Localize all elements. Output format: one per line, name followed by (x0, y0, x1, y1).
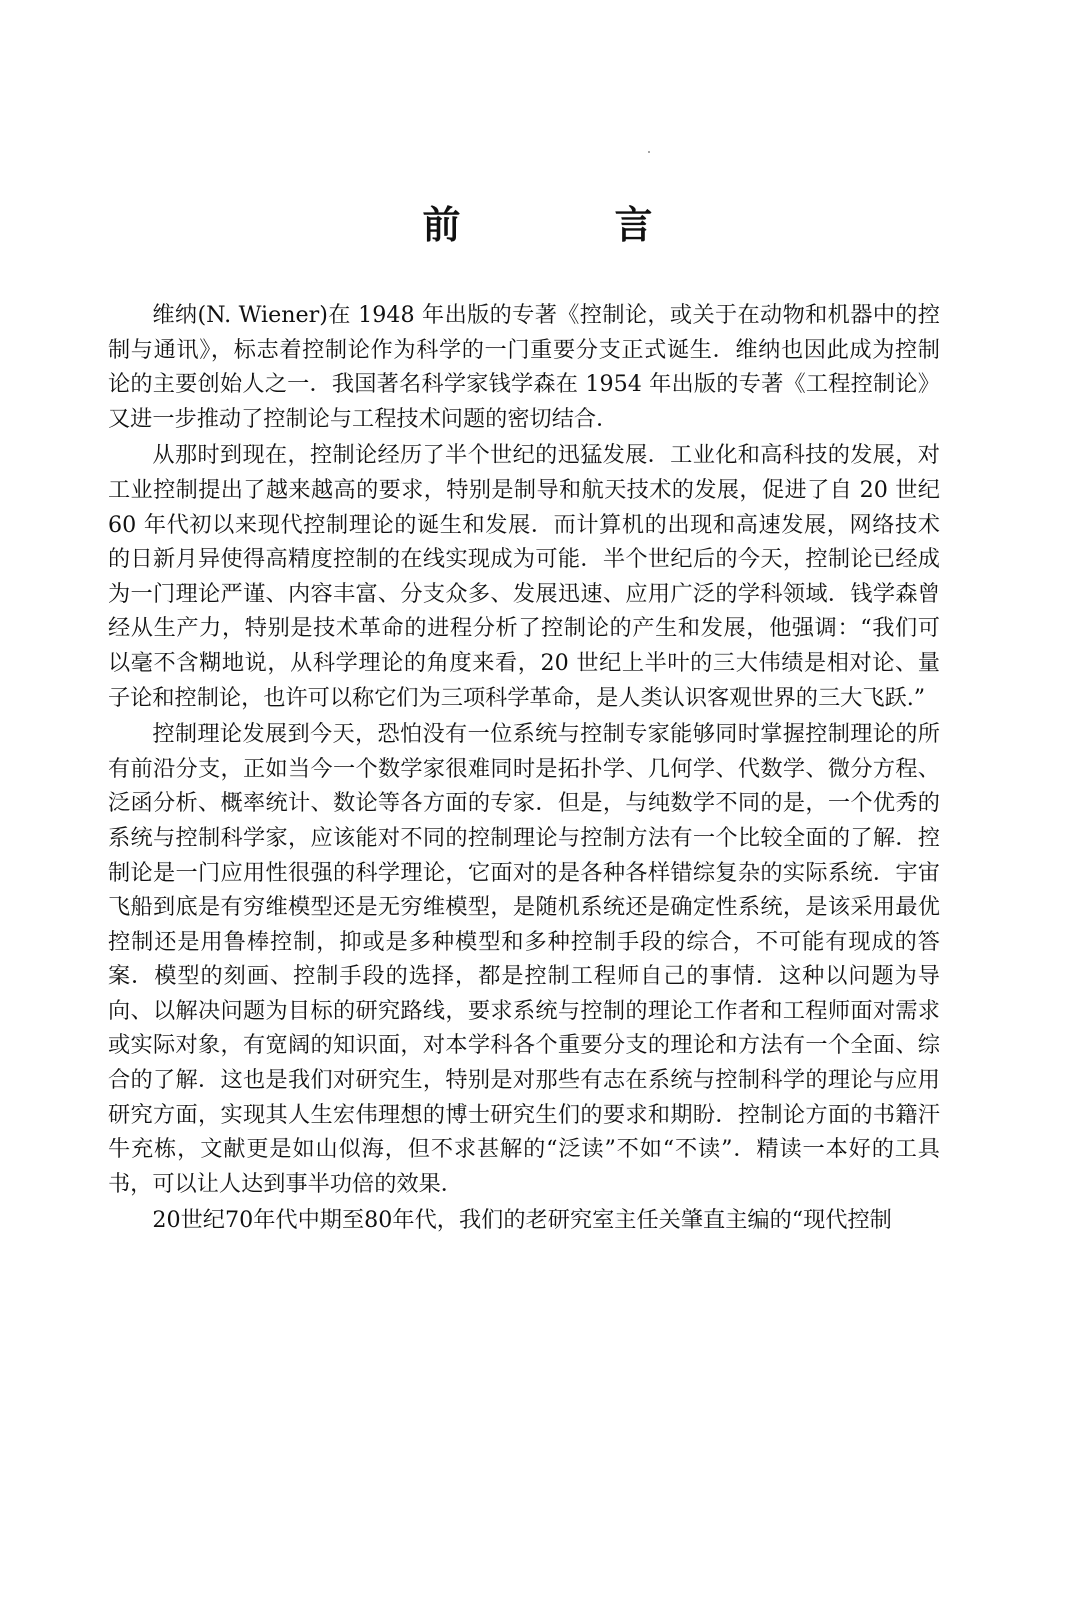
page-title: 前 言 (422, 203, 711, 247)
paragraph-3: 控制理论发展到今天，恐怕没有一位系统与控制专家能够同时掌握控制理论的所有前沿分支，正如当今一个数学家很难同时是拓扑学、几何学、代数学、微分方程、泛函分析、概率统计、数论等各方面的专家．但是，与纯数学不同的是，一个优秀的系统与控制科学家，应该能对不同的控制理论与控制方法有一个比较全面的了解．控制论是一门应用性很强的科学理论，它面对的是各种各样错综复杂的实际系统．宇宙飞船到底是有穷维模型还是无穷维模型，是随机系统还是确定性系统，是该采用最优控制还是用鲁棒控制，抑或是多种模型和多种控制手段的综合，不可能有现成的答案．模型的刻画、控制手段的选择，都是控制工程师自己的事情．这种以问题为导向、以解决问题为目标的研究路线，要求系统与控制的理论工作者和工程师面对需求或实际对象，有宽阔的知识面，对本学科各个重要分支的理论和方法有一个全面、综合的了解．这也是我们对研究生，特别是对那些有志在系统与控制科学的理论与应用研究方面，实现其人生宏伟理想的博士研究生们的要求和期盼．控制论方面的书籍汗牛充栋，文献更是如山似海，但不求甚解的“泛读”不如“不读”．精读一本好的工具书，可以让人达到事半功倍的效果． (108, 721, 940, 1197)
paragraph-4: 20世纪70年代中期至80年代，我们的老研究室主任关肇直主编的“现代控制 (152, 1207, 892, 1234)
scan-speck (648, 151, 650, 153)
preface-body (108, 298, 940, 1240)
paragraph-1: 维纳(N. Wiener)在 1948 年出版的专著《控制论，或关于在动物和机器中的控制与通讯》，标志着控制论作为科学的一门重要分支正式诞生．维纳也因此成为控制论的主要创始人之一．我国著名科学家钱学森在 1954 年出版的专著《工程控制论》又进一步推动了控制论与工程技术问题的密切结合． (108, 302, 940, 432)
paragraph-2: 从那时到现在，控制论经历了半个世纪的迅猛发展．工业化和高科技的发展，对工业控制提出了越来越高的要求，特别是制导和航天技术的发展，促进了自 20 世纪 60 年代初以来现代控制理论的诞生和发展．而计算机的出现和高速发展，网络技术的日新月异使得高精度控制的在线实现成为可能．半个世纪后的今天，控制论已经成为一门理论严谨、内容丰富、分支众多、发展迅速、应用广泛的学科领域．钱学森曾经从生产力，特别是技术革命的进程分析了控制论的产生和发展，他强调：“我们可以毫不含糊地说，从科学理论的角度来看，20 世纪上半叶的三大伟绩是相对论、量子论和控制论，也许可以称它们为三项科学革命，是人类认识客观世界的三大飞跃.” (108, 442, 940, 711)
